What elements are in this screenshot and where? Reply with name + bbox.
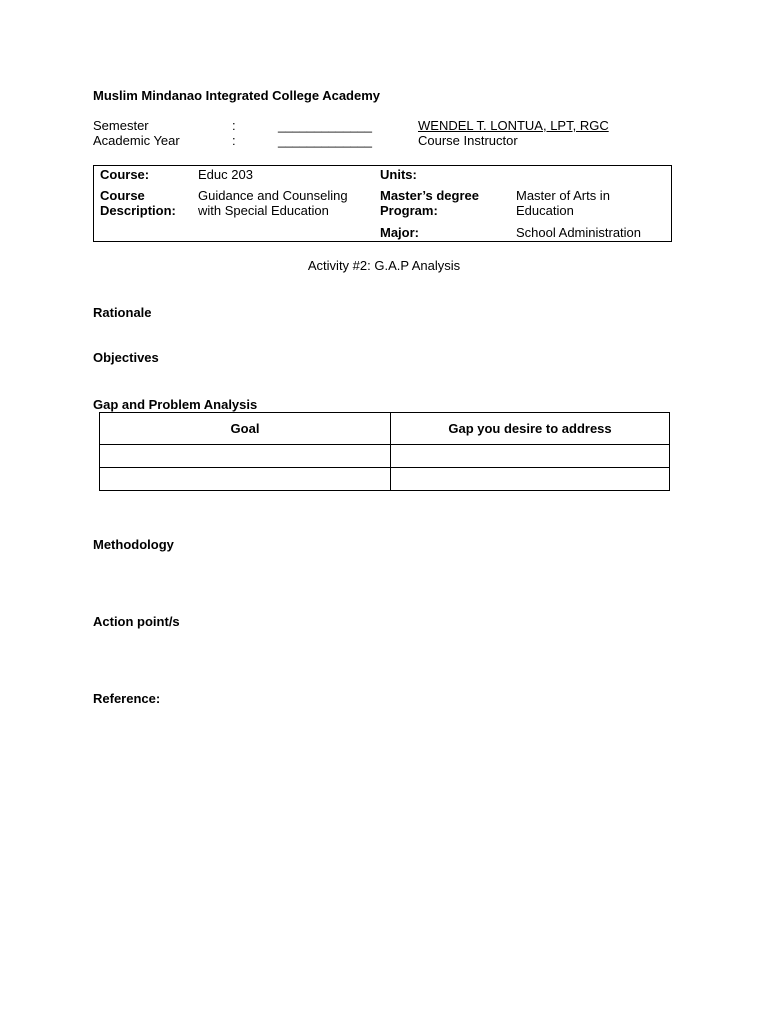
academic-year-blank: _____________ <box>278 133 372 148</box>
major-value: School Administration <box>516 225 642 240</box>
section-action-points: Action point/s <box>93 614 180 629</box>
section-gap-analysis: Gap and Problem Analysis <box>93 397 258 412</box>
goal-header: Goal <box>100 413 391 445</box>
semester-colon: : <box>232 118 236 133</box>
goal-cell[interactable] <box>100 445 391 468</box>
gap-header: Gap you desire to address <box>391 413 670 445</box>
gap-analysis-table <box>99 412 670 491</box>
program-value-line2: Education <box>516 203 574 218</box>
activity-title: Activity #2: G.A.P Analysis <box>307 258 461 273</box>
institution-title: Muslim Mindanao Integrated College Academy <box>93 88 381 103</box>
section-methodology: Methodology <box>93 537 174 552</box>
academic-year-label: Academic Year <box>93 133 180 148</box>
course-label: Course: <box>100 167 150 182</box>
semester-label: Semester <box>93 118 149 133</box>
academic-year-colon: : <box>232 133 236 148</box>
program-label-line2: Program: <box>380 203 438 218</box>
semester-blank: _____________ <box>278 118 372 133</box>
gap-cell[interactable] <box>391 445 670 468</box>
course-info-box <box>93 165 672 242</box>
section-rationale: Rationale <box>93 305 152 320</box>
goal-cell[interactable] <box>100 468 391 491</box>
table-header-row <box>100 413 670 445</box>
description-label-line2: Description: <box>100 203 176 218</box>
course-value: Educ 203 <box>198 167 253 182</box>
table-row <box>100 445 670 468</box>
program-label-line1: Master’s degree <box>380 188 479 203</box>
instructor-name: WENDEL T. LONTUA, LPT, RGC <box>418 118 609 133</box>
description-value-line2: with Special Education <box>198 203 329 218</box>
instructor-role: Course Instructor <box>418 133 518 148</box>
program-value-line1: Master of Arts in <box>516 188 610 203</box>
description-value-line1: Guidance and Counseling <box>198 188 348 203</box>
section-objectives: Objectives <box>93 350 159 365</box>
gap-cell[interactable] <box>391 468 670 491</box>
major-label: Major: <box>380 225 419 240</box>
section-reference: Reference: <box>93 691 161 706</box>
description-label-line1: Course <box>100 188 145 203</box>
units-label: Units: <box>380 167 417 182</box>
table-row <box>100 468 670 491</box>
